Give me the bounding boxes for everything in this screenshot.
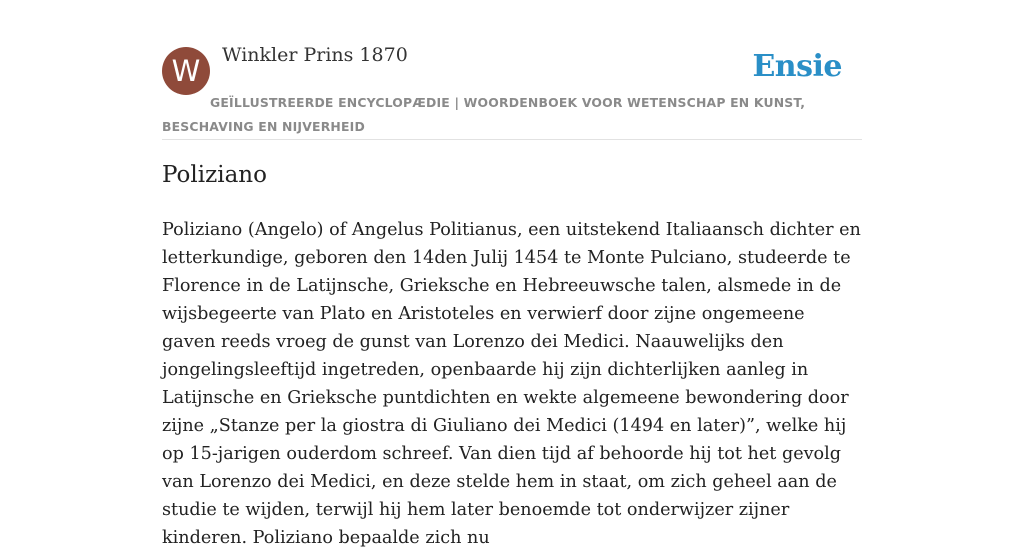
article-title: Poliziano [162, 162, 267, 188]
source-avatar[interactable]: W [162, 47, 210, 95]
header-divider [162, 139, 862, 140]
ensie-logo[interactable]: Ensie [752, 49, 842, 84]
source-subtitle: GEÏLLUSTREERDE ENCYCLOPÆDIE | WOORDENBOEK VOOR WETENSCHAP EN KUNST, BESCHAVING EN NIJVERHEID [162, 95, 806, 134]
source-title[interactable]: Winkler Prins 1870 [222, 44, 408, 66]
article-body: Poliziano (Angelo) of Angelus Politianus, een uitstekend Italiaansch dichter en letterkundige, geboren den 14den Julij 1454 te Monte Pulciano, studeerde te Florence in de Latijnsche, Grieksche en Hebreeuwsche talen, alsmede in de wijsbegeerte van Plato en Aristoteles en verwierf door zijne ongemeene gaven reeds vroeg de gunst van Lorenzo dei Medici. Naauwelijks den jongelingsleeftijd ingetreden, openbaarde hij zijn dichterlijken aanleg in Latijnsche en Grieksche puntdichten en wekte algemeene bewondering door zijne „Stanze per la giostra di Giuliano dei Medici (1494 en later)”, welke hij op 15-jarigen ouderdom schreef. Van dien tijd af behoorde hij tot het gevolg van Lorenzo dei Medici, en deze stelde hem in staat, om zich geheel aan de studie te wijden, terwijl hij hem later benoemde tot onderwijzer zijner kinderen. Poliziano bepaalde zich nu [162, 220, 861, 548]
